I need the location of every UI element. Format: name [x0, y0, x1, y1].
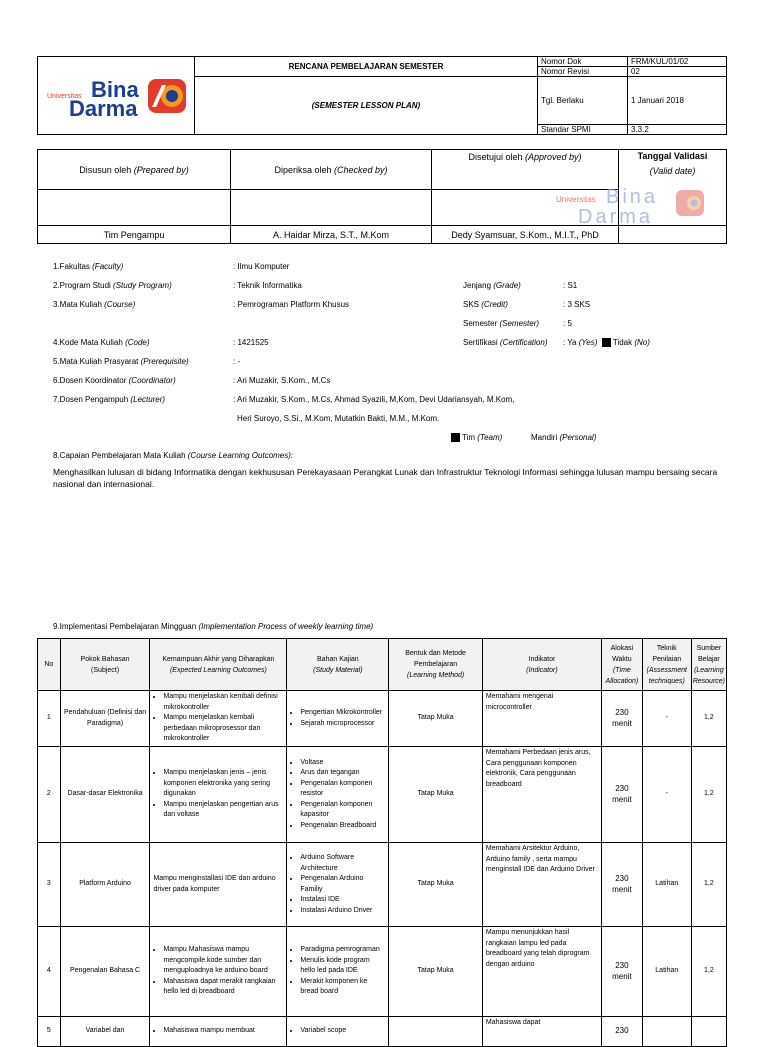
col-subject: Pokok Bahasan (Subject)	[60, 639, 150, 691]
cell-method: Tatap Muka	[389, 691, 483, 747]
cell-no: 5	[38, 1017, 61, 1047]
prereq-value: : -	[233, 357, 241, 366]
certification-label: Sertifikasi (Certification)	[463, 338, 548, 347]
cell-indicator: Mampu menunjukkan hasil rangkaian lampu led pada breadboard yang telah diprogram dengan arduino	[482, 927, 601, 1017]
cell-subject: Platform Arduino	[60, 843, 150, 927]
col-material: Bahan Kajian (Study Material)	[287, 639, 389, 691]
col-method: Bentuk dan Metode Pembelajaran (Learning Method)	[389, 639, 483, 691]
meta-value: 3.3.2	[628, 125, 727, 135]
team-option: Tim (Team)	[451, 433, 502, 442]
cell-method: Tatap Muka	[389, 747, 483, 843]
list-item: • Mahasiswa mampu membuat	[163, 1026, 283, 1037]
weekly-heading: 9.Implementasi Pembelajaran Mingguan (Implementation Process of weekly learning time)	[53, 622, 374, 631]
outcomes-text: Menghasilkan lulusan di bidang Informatika dengan kekhususan Perekayasaan Perangkat Lunak dan Infrastruktur Teknologi Informasi sehingga lulusan mampu bersaing secara nasional dan internasional.	[53, 467, 718, 489]
table-row	[38, 747, 727, 843]
list-item: • Sejarah microprocessor	[300, 719, 385, 730]
list-item: • Arduino Software Architecture	[300, 853, 385, 874]
cell-resource: 1,2	[691, 691, 726, 747]
col-resource: Sumber Belajar (Learning Resource)	[691, 639, 726, 691]
list-item: • Pengenalan komponen kapasitor	[300, 800, 385, 821]
cell-no: 2	[38, 747, 61, 843]
list-item: • Mampu Mahasiswa mampu mengcompile kode sumber dan menguploadnya ke arduino board	[163, 945, 283, 977]
list-item: • Pengenalan Arduino Familiy	[300, 874, 385, 895]
cell-method: Tatap Muka	[389, 843, 483, 927]
credit-label: SKS (Credit)	[463, 300, 508, 309]
list-item: • Mampu menjelaskan kembali definisi mikrokontroller	[163, 692, 283, 713]
table-row	[38, 691, 727, 747]
stamp-emblem-icon	[676, 190, 706, 218]
coordinator-label: 6.Dosen Koordinator (Coordinator)	[53, 376, 176, 385]
list-item: • Pengenalan Breadboard	[300, 821, 385, 832]
cell-assessment: Latihan	[642, 843, 691, 927]
cell-material	[287, 927, 389, 1017]
cell-ability	[150, 747, 287, 843]
cell-time: 230 menit	[601, 747, 642, 843]
list-item: • Pengertian Mikrokontroller	[300, 708, 385, 719]
cell-time: 230 menit	[601, 927, 642, 1017]
checked-box-icon	[451, 433, 460, 442]
validation-en: (Valid date)	[649, 166, 696, 176]
cell-time: 230 menit	[601, 691, 642, 747]
logo-cell	[38, 57, 195, 135]
cell-no: 3	[38, 843, 61, 927]
cell-method: Tatap Muka	[389, 927, 483, 1017]
table-row	[38, 927, 727, 1017]
program-value: : Teknik Informatika	[233, 281, 302, 290]
cell-assessment	[642, 1017, 691, 1047]
list-item: • Variabel scope	[300, 1026, 385, 1037]
document-title: RENCANA PEMBELAJARAN SEMESTER	[195, 57, 538, 77]
prepared-header: Disusun oleh (Prepared by)	[38, 150, 231, 190]
checked-name: A. Haidar Mirza, S.T., M.Kom	[231, 226, 432, 244]
logo-emblem-icon	[148, 79, 188, 115]
course-value: : Pemrograman Platform Khusus	[233, 300, 350, 309]
coordinator-value: : Ari Muzakir, S.Kom., M.Cs	[233, 376, 331, 385]
cell-assessment: Latihan	[642, 927, 691, 1017]
semester-value: : 5	[563, 319, 572, 328]
faculty-value: : Ilmu Komputer	[233, 262, 290, 271]
cell-ability: Mampu menginstallasi IDE dan arduino driver pada komputer	[150, 843, 287, 927]
prepared-name: Tim Pengampu	[38, 226, 231, 244]
list-item: • Mampu menjelaskan kembali perbedaan mikroprosessor dan mikrokontroller	[163, 713, 283, 745]
cell-indicator: Memahami Perbedaan jenis arus, Cara penggunaan komponen elektronik, Cara penggunaan breadboard	[482, 747, 601, 843]
prereq-label: 5.Mata Kuliah Prasyarat (Prerequisite)	[53, 357, 189, 366]
list-item: • Pengenalan komponen resistor	[300, 779, 385, 800]
list-item: • Voltase	[300, 758, 385, 769]
cell-no: 4	[38, 927, 61, 1017]
cell-time: 230	[601, 1017, 642, 1047]
cell-indicator: Memahami Arsitektur Arduino, Arduino family , serta mampu menginstall IDE dan Arduino Driver	[482, 843, 601, 927]
cell-material	[287, 1017, 389, 1047]
university-logo: Universitas Bina Darma	[38, 57, 194, 134]
list-item: • Arus dan tegangan	[300, 768, 385, 779]
list-item: • Paradigma pemrograman	[300, 945, 385, 956]
cell-no: 1	[38, 691, 61, 747]
prepared-sign-space	[38, 190, 231, 226]
cell-ability	[150, 691, 287, 747]
list-item: • Mampu menjelaskan jenis – jenis komponen elektronika yang sering digunakan	[163, 768, 283, 800]
semester-label: Semester (Semester)	[463, 319, 540, 328]
table-row	[38, 843, 727, 927]
meta-label: Nomor Dok	[538, 57, 628, 67]
cell-resource: 1,2	[691, 747, 726, 843]
list-item: • Mampu menjelaskan pengertian arus dan voltase	[163, 800, 283, 821]
validation-label: Tanggal Validasi	[637, 151, 708, 161]
meta-label: Tgl. Berlaku	[538, 77, 628, 125]
table-row	[38, 1017, 727, 1047]
credit-value: : 3 SKS	[563, 300, 591, 309]
lecturer-value: : Ari Muzakir, S.Kom., M.Cs, Ahmad Syazili, M,Kom, Devi Udariansyah, M.Kom,	[233, 395, 515, 404]
cell-resource: 1,2	[691, 927, 726, 1017]
cell-ability	[150, 927, 287, 1017]
meta-value: 1 Januari 2018	[628, 77, 727, 125]
approved-name: Dedy Syamsuar, S.Kom., M.I.T., PhD	[432, 226, 619, 244]
cell-indicator: Mahasiswa dapat	[482, 1017, 601, 1047]
cell-resource	[691, 1017, 726, 1047]
list-item: • Instalasi IDE	[300, 895, 385, 906]
grade-label: Jenjang (Grade)	[463, 281, 521, 290]
meta-value: FRM/KUL/01/02	[628, 57, 727, 67]
weekly-table	[37, 638, 727, 1047]
cell-resource: 1,2	[691, 843, 726, 927]
cell-subject: Pendahuluan (Definisi dan Paradigma)	[60, 691, 150, 747]
cell-subject: Dasar-dasar Elektronika	[60, 747, 150, 843]
meta-label: Standar SPMI	[538, 125, 628, 135]
program-label: 2.Program Studi (Study Program)	[53, 281, 172, 290]
approved-header: Disetujui oleh (Approved by)	[432, 150, 619, 190]
cell-material	[287, 747, 389, 843]
cell-ability	[150, 1017, 287, 1047]
list-item: • Menulis kode program hello led pada IDE	[300, 956, 385, 977]
list-item: • Mahasiswa dapat merakit rangkaian hello led di breadboard	[163, 977, 283, 998]
lecturer-value-cont: Heri Suroyo, S.Si., M.Kom, Mutatkin Bakti, M.M., M.Kom.	[237, 414, 440, 423]
personal-option: Mandiri (Personal)	[531, 433, 597, 442]
col-no: No	[38, 639, 61, 691]
checked-box-icon	[602, 338, 611, 347]
cell-indicator: Memahami mengenai microcontroller	[482, 691, 601, 747]
cell-subject: Variabel dan	[60, 1017, 150, 1047]
checked-header: Diperiksa oleh (Checked by)	[231, 150, 432, 190]
course-label: 3.Mata Kuliah (Course)	[53, 300, 136, 309]
cell-subject: Pengenalan Bahasa C	[60, 927, 150, 1017]
certification-options: : Ya (Yes) Tidak (No)	[563, 338, 650, 347]
col-assessment: Teknik Penilaian (Assessment techniques)	[642, 639, 691, 691]
cell-material	[287, 843, 389, 927]
cell-assessment: -	[642, 691, 691, 747]
col-time: Alokasi Waktu (Time Allocation)	[601, 639, 642, 691]
code-label: 4.Kode Mata Kuliah (Code)	[53, 338, 150, 347]
lecturer-label: 7.Dosen Pengampuh (Lecturer)	[53, 395, 166, 404]
grade-value: : S1	[563, 281, 578, 290]
code-value: : 1421525	[233, 338, 269, 347]
document-header	[37, 56, 727, 135]
checked-sign-space	[231, 190, 432, 226]
cell-material	[287, 691, 389, 747]
col-ability: Kemampuan Akhir yang Diharapkan (Expected Learning Outcomes)	[150, 639, 287, 691]
approval-stamp-logo: Universitas Bina Darma	[556, 186, 716, 232]
cell-assessment: -	[642, 747, 691, 843]
col-indicator: Indikator (Indicator)	[482, 639, 601, 691]
cell-method	[389, 1017, 483, 1047]
outcomes-heading: 8.Capaian Pembelajaran Mata Kuliah (Course Learning Outcomes):	[53, 451, 294, 460]
meta-label: Nomor Revisi	[538, 67, 628, 77]
faculty-label: 1.Fakultas (Faculty)	[53, 262, 124, 271]
meta-value: 02	[628, 67, 727, 77]
cell-time: 230 menit	[601, 843, 642, 927]
list-item: • Instalasi Arduino Driver	[300, 906, 385, 917]
list-item: • Merakit komponen ke bread board	[300, 977, 385, 998]
course-info	[53, 262, 753, 442]
document-subtitle: (SEMESTER LESSON PLAN)	[195, 77, 538, 135]
